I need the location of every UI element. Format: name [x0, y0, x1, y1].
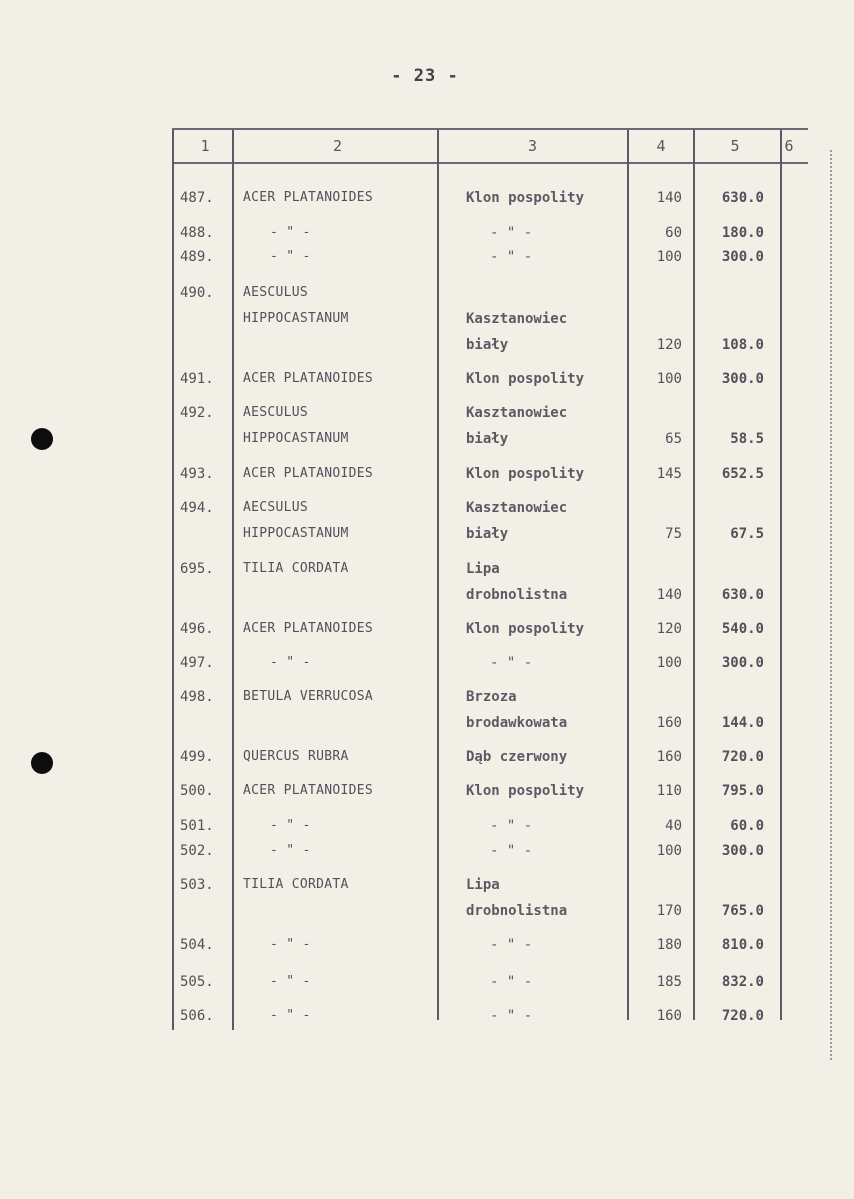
value-col-4: 170 [656, 903, 682, 919]
polish-name-line-2: biały [466, 431, 509, 447]
polish-name: Klon pospolity [466, 621, 585, 637]
value-col-4: 120 [656, 621, 682, 637]
polish-name: - " - [490, 818, 533, 834]
latin-name: ACER PLATANOIDES [243, 466, 374, 481]
page-number: - 23 - [391, 66, 459, 86]
polish-name-line-2: drobnolistna [466, 903, 568, 919]
column-divider-0 [172, 130, 174, 1030]
value-col-5: 300.0 [721, 249, 764, 265]
value-col-5: 720.0 [721, 749, 764, 765]
polish-name: - " - [490, 974, 533, 990]
row-number: 500. [180, 783, 214, 799]
value-col-4: 60 [665, 225, 682, 241]
value-col-5: 630.0 [721, 587, 764, 603]
value-col-5: 832.0 [721, 974, 764, 990]
value-col-5: 765.0 [721, 903, 764, 919]
latin-name: AESCULUS [243, 285, 309, 300]
value-col-4: 75 [665, 526, 682, 542]
value-col-4: 65 [665, 431, 682, 447]
punch-hole-bottom [31, 752, 53, 774]
value-col-5: 795.0 [721, 783, 764, 799]
polish-name: Lipa [466, 877, 500, 893]
value-col-4: 40 [665, 818, 682, 834]
polish-name-line-2: brodawkowata [466, 715, 568, 731]
value-col-5: 720.0 [721, 1008, 764, 1024]
polish-name: Brzoza [466, 689, 517, 705]
value-col-5: 300.0 [721, 655, 764, 671]
column-divider-1 [232, 130, 234, 1030]
row-number: 504. [180, 937, 214, 953]
polish-name-line-2: drobnolistna [466, 587, 568, 603]
polish-name: Klon pospolity [466, 783, 585, 799]
value-col-5: 58.5 [730, 431, 764, 447]
value-col-4: 140 [656, 587, 682, 603]
punch-hole-top [31, 428, 53, 450]
latin-name: AESCULUS [243, 405, 309, 420]
value-col-4: 180 [656, 937, 682, 953]
value-col-4: 185 [656, 974, 682, 990]
polish-name: Kasztanowiec [466, 500, 568, 516]
latin-name: - " - [270, 937, 311, 952]
latin-name: TILIA CORDATA [243, 561, 349, 576]
row-number: 490. [180, 285, 214, 301]
polish-name: - " - [490, 1008, 533, 1024]
column-divider-4 [693, 130, 695, 1020]
row-number: 503. [180, 877, 214, 893]
row-number: 487. [180, 190, 214, 206]
polish-name: Klon pospolity [466, 190, 585, 206]
latin-name: - " - [270, 843, 311, 858]
header-col-2: 2 [332, 137, 343, 155]
value-col-5: 300.0 [721, 371, 764, 387]
value-col-4: 100 [656, 249, 682, 265]
latin-name-line-2: HIPPOCASTANUM [243, 431, 349, 446]
latin-name: ACER PLATANOIDES [243, 783, 374, 798]
polish-name: Klon pospolity [466, 371, 585, 387]
value-col-5: 300.0 [721, 843, 764, 859]
value-col-4: 120 [656, 337, 682, 353]
table-header-rule [172, 162, 808, 164]
latin-name: ACER PLATANOIDES [243, 190, 374, 205]
value-col-5: 60.0 [730, 818, 764, 834]
latin-name: - " - [270, 249, 311, 264]
polish-name: - " - [490, 655, 533, 671]
table-top-rule [172, 128, 808, 130]
header-col-3: 3 [527, 137, 538, 155]
latin-name: - " - [270, 225, 311, 240]
polish-name: Klon pospolity [466, 466, 585, 482]
polish-name-line-2: biały [466, 337, 509, 353]
row-number: 497. [180, 655, 214, 671]
polish-name-line-2: biały [466, 526, 509, 542]
row-number: 493. [180, 466, 214, 482]
value-col-4: 100 [656, 371, 682, 387]
value-col-5: 652.5 [721, 466, 764, 482]
column-divider-5 [780, 130, 782, 1020]
latin-name-line-2: HIPPOCASTANUM [243, 311, 349, 326]
column-divider-6-dotted [830, 150, 832, 1060]
value-col-4: 100 [656, 843, 682, 859]
latin-name: - " - [270, 974, 311, 989]
latin-name: ACER PLATANOIDES [243, 371, 374, 386]
value-col-4: 160 [656, 1008, 682, 1024]
value-col-5: 180.0 [721, 225, 764, 241]
polish-name: Lipa [466, 561, 500, 577]
row-number: 506. [180, 1008, 214, 1024]
row-number: 489. [180, 249, 214, 265]
value-col-4: 145 [656, 466, 682, 482]
polish-name: Kasztanowiec [466, 311, 568, 327]
row-number: 494. [180, 500, 214, 516]
latin-name: - " - [270, 655, 311, 670]
latin-name: QUERCUS RUBRA [243, 749, 349, 764]
polish-name: - " - [490, 937, 533, 953]
value-col-5: 810.0 [721, 937, 764, 953]
row-number: 491. [180, 371, 214, 387]
value-col-5: 67.5 [730, 526, 764, 542]
row-number: 695. [180, 561, 214, 577]
latin-name-line-2: HIPPOCASTANUM [243, 526, 349, 541]
row-number: 501. [180, 818, 214, 834]
row-number: 496. [180, 621, 214, 637]
value-col-5: 630.0 [721, 190, 764, 206]
row-number: 498. [180, 689, 214, 705]
header-col-1: 1 [200, 137, 210, 155]
polish-name: - " - [490, 843, 533, 859]
latin-name: - " - [270, 1008, 311, 1023]
polish-name: - " - [490, 249, 533, 265]
latin-name: TILIA CORDATA [243, 877, 349, 892]
row-number: 492. [180, 405, 214, 421]
latin-name: AECSULUS [243, 500, 309, 515]
latin-name: ACER PLATANOIDES [243, 621, 374, 636]
polish-name: - " - [490, 225, 533, 241]
latin-name: - " - [270, 818, 311, 833]
row-number: 488. [180, 225, 214, 241]
polish-name: Dąb czerwony [466, 749, 568, 765]
value-col-4: 110 [656, 783, 682, 799]
value-col-4: 160 [656, 749, 682, 765]
value-col-4: 100 [656, 655, 682, 671]
value-col-4: 140 [656, 190, 682, 206]
row-number: 499. [180, 749, 214, 765]
latin-name: BETULA VERRUCOSA [243, 689, 374, 704]
header-col-5: 5 [730, 137, 740, 155]
polish-name: Kasztanowiec [466, 405, 568, 421]
row-number: 502. [180, 843, 214, 859]
value-col-5: 144.0 [721, 715, 764, 731]
value-col-5: 540.0 [721, 621, 764, 637]
header-col-6: 6 [784, 137, 794, 155]
header-col-4: 4 [656, 137, 666, 155]
value-col-4: 160 [656, 715, 682, 731]
value-col-5: 108.0 [721, 337, 764, 353]
row-number: 505. [180, 974, 214, 990]
